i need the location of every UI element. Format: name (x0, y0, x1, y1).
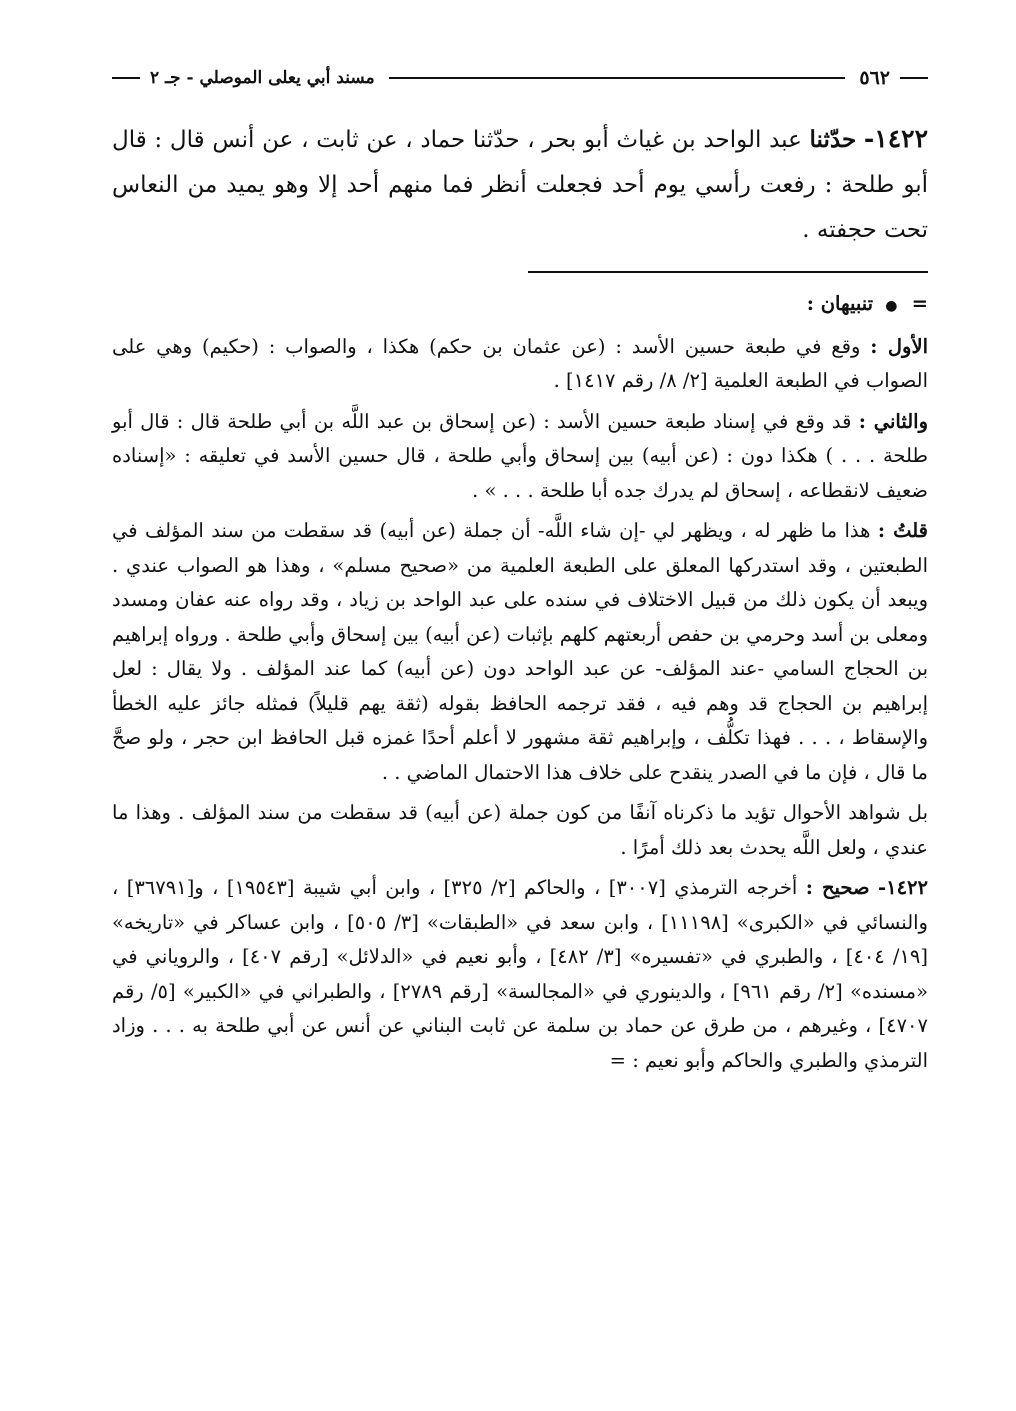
footnote-separator (528, 271, 928, 273)
running-title: مسند أبي يعلى الموصلي - جـ ٢ (150, 68, 375, 88)
notes-section (112, 287, 928, 865)
hadith-lead: حدّثنا (809, 126, 857, 153)
takhrij-grade: صحيح : (805, 876, 870, 899)
hadith-text: ١٤٢٢- حدّثنا عبد الواحد بن غياث أبو بحر ، حدّثنا حماد ، عن ثابت ، عن أنس قال : قال أبو طلحة : رفعت رأسي يوم أحد فجعلت أنظر فما منهم أحد إلا وهو يميد من النعاس تحت حجفته . (112, 124, 928, 243)
note-qultu-text: هذا ما ظهر له ، ويظهر لي -إن شاء اللَّه- أن جملة (عن أبيه) قد سقطت من سند المؤلف في الطبعتين ، وقد استدركها المعلق على الطبعة العلمية من «صحيح مسلم» ، وهذا هو الصواب عندي . ويبعد أن يكون ذلك من قبيل الاختلاف في سنده على عبد الواحد بن زياد ، وقد رواه عنه عفان ومسدد ومعلى بن أسد وحرمي بن حفص أربعتهم كلهم بإثبات (عن أبيه) بين إسحاق وأبي طلحة . ورواه إبراهيم بن الحجاج السامي -عند المؤلف- عن عبد الواحد دون (عن أبيه) كما عند المؤلف . ولا يقال : لعل إبراهيم بن الحجاج قد وهم فيه ، فقد ترجمه الحافظ بقوله (ثقة يهم قليلاً) فمثله جائز عليه الخطأ والإسقاط ، . . . فهذا تكلُّف ، وإبراهيم ثقة مشهور لا أعلم أحدًا غمزه قبل الحافظ ابن حجر ، ولو صحَّ ما قال ، فإن ما في الصدر ينقدح على خلاف هذا الاحتمال الماضي . . (112, 519, 928, 784)
note-first (112, 330, 928, 399)
note-first-term: الأول : (870, 334, 928, 358)
notes-heading: تنبيهان : (806, 292, 874, 315)
hadith-body: عبد الواحد بن غياث أبو بحر ، حدّثنا حماد ، عن ثابت ، عن أنس قال : قال أبو طلحة : رفعت رأسي يوم أحد فجعلت أنظر فما منهم أحد إلا وهو يميد من النعاس تحت حجفته . (112, 127, 928, 243)
takhrij-text: أخرجه الترمذي [٣٠٠٧] ، والحاكم [٢/ ٣٢٥] ، وابن أبي شيبة [١٩٥٤٣] ، و[٣٦٧٩١] ، والنسائي في «الكبرى» [١١١٩٨] ، وابن سعد في «الطبقات» [٣/ ٥٠٥] ، وابن عساكر في «تاريخه» [١٩/ ٤٠٤] ، والطبري في «تفسيره» [٣/ ٤٨٢] ، وأبو نعيم في «الدلائل» [رقم ٤٠٧] ، والروياني في «مسنده» [٢/ رقم ٩٦١] ، والدينوري في «المجالسة» [رقم ٢٧٨٩] ، والطبراني في «الكبير» [٥/ رقم ٤٧٠٧] ، وغيرهم ، من طرق عن حماد بن سلمة عن ثابت البناني عن أنس عن أبي طلحة به . . . وزاد الترمذي والطبري والحاكم وأبو نعيم : = (112, 876, 928, 1072)
note-closing: بل شواهد الأحوال تؤيد ما ذكرناه آنفًا من كون جملة (عن أبيه) قد سقطت من سند المؤلف . وهذا ما عندي ، ولعل اللَّه يحدث بعد ذلك أمرًا . (112, 801, 928, 859)
header-rule (389, 77, 846, 79)
note-second-text: قد وقع في إسناد طبعة حسين الأسد : (عن إسحاق بن عبد اللَّه بن أبي طلحة قال : قال أبو طلحة . . . ) هكذا دون : (عن أبيه) بين إسحاق وأبي طلحة ، قال حسين الأسد في تعليقه : «إسناده ضعيف لانقطاعه ، إسحاق لم يدرك جده أبا طلحة . . . » . (112, 409, 928, 502)
header-dash (900, 77, 928, 79)
continuation-marker: = (911, 292, 928, 315)
note-second (112, 405, 928, 509)
header-dash (112, 77, 140, 79)
takhrij-section (112, 871, 928, 1078)
note-first-text: وقع في طبعة حسين الأسد : (عن عثمان بن حكم) هكذا ، والصواب : (حكيم) وهي على الصواب في الطبعة العلمية [٢/ ٨/ رقم ١٤١٧] . (112, 334, 928, 392)
takhrij-number: ١٤٢٢- (878, 876, 928, 899)
note-qultu-term: قلتُ : (877, 519, 929, 542)
running-header (112, 58, 928, 98)
document-page (112, 58, 928, 1078)
page-number: ٥٦٢ (859, 67, 890, 89)
notes-heading-line (112, 287, 928, 324)
note-qultu (112, 514, 928, 790)
note-second-term: والثاني : (858, 409, 928, 433)
bullet-icon: ● (885, 298, 898, 314)
hadith-number: ١٤٢٢ (874, 124, 928, 153)
